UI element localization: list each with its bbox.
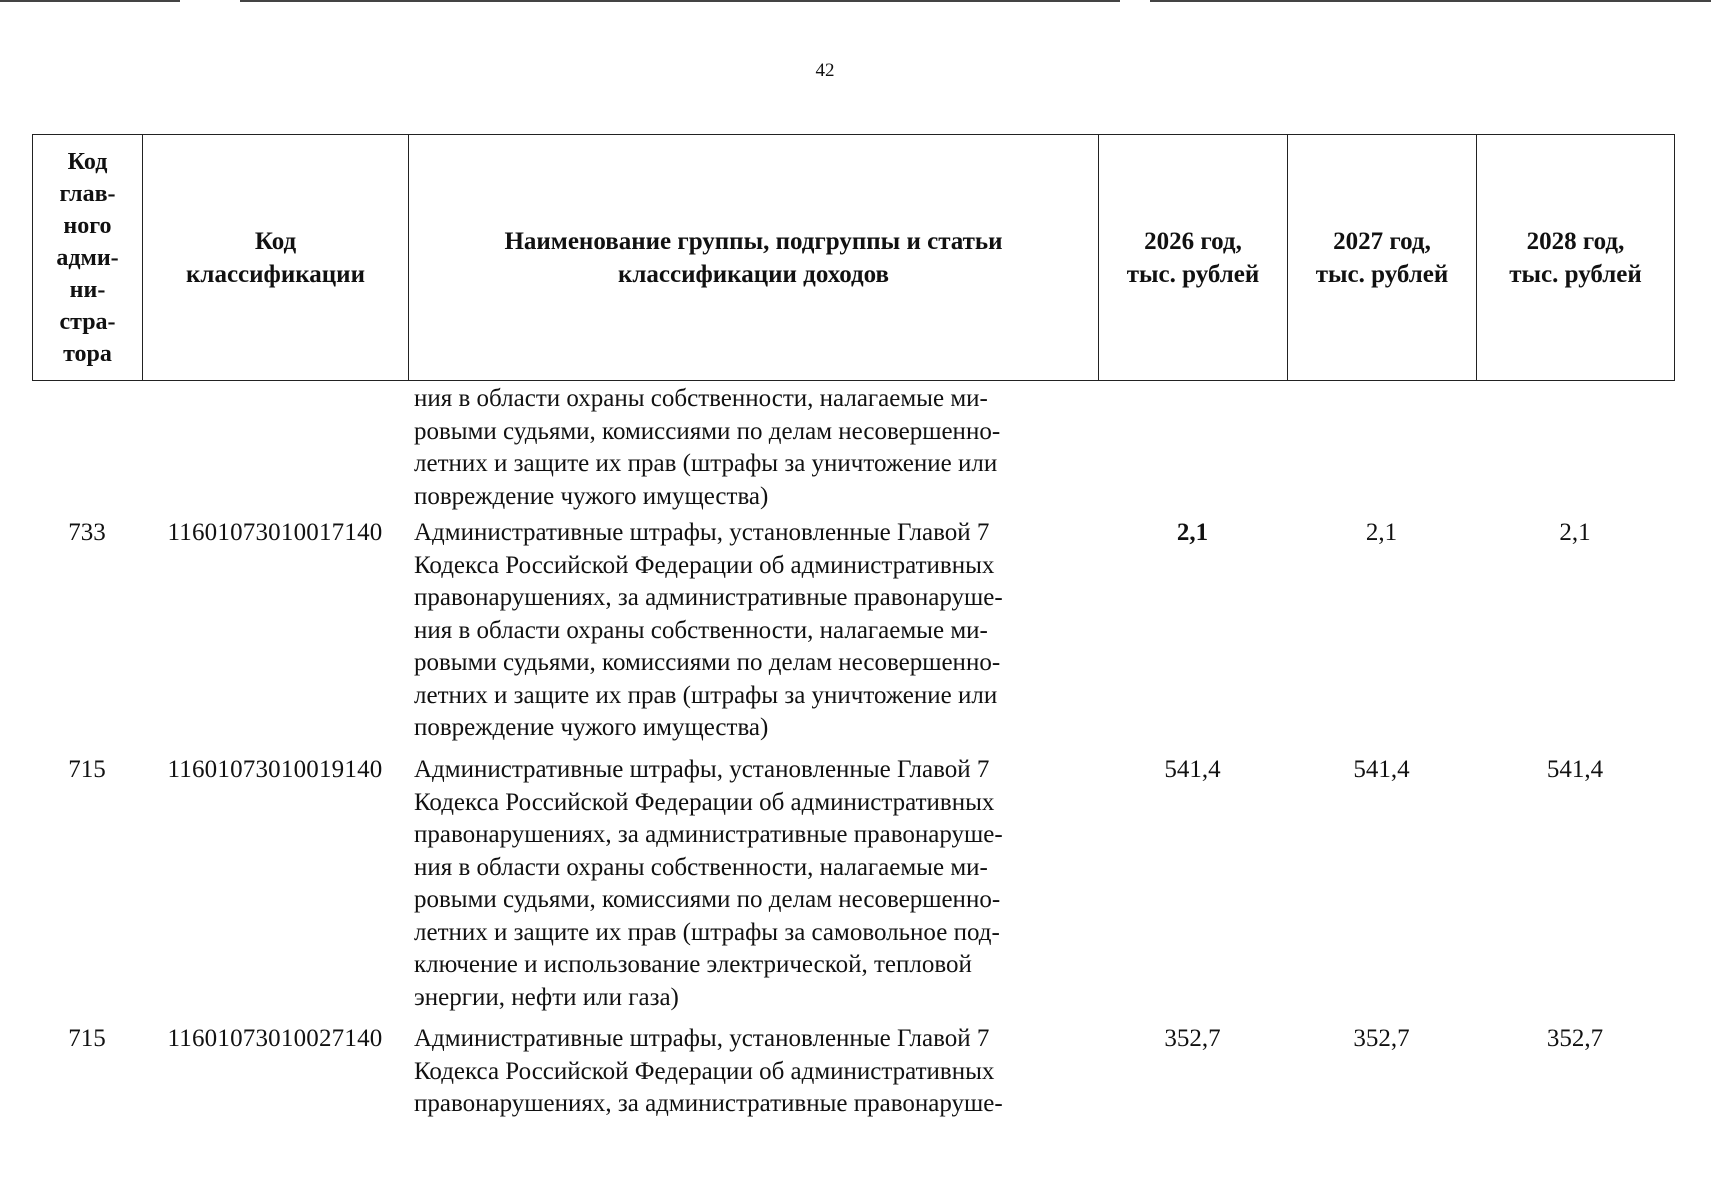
value-2026-cell: 2,1 xyxy=(1176,519,1209,546)
page-number: 42 xyxy=(815,60,835,81)
value-2028-cell: 541,4 xyxy=(1546,756,1604,783)
value-2027-cell: 2,1 xyxy=(1365,519,1398,546)
value-2026-cell: 352,7 xyxy=(1164,1025,1221,1052)
name-cell: Административные штрафы, установленные Главой 7 Кодекса Российской Федерации об административных правонарушениях, за административные правонаруше- xyxy=(414,1025,1003,1117)
scan-edge-gap xyxy=(180,0,240,2)
header-row xyxy=(33,135,1675,381)
table-row xyxy=(32,1023,1674,1123)
header-year-2028: 2028 год, тыс. рублей xyxy=(1477,135,1675,381)
scan-edge-gap xyxy=(1120,0,1150,2)
value-2028-cell: 2,1 xyxy=(1559,519,1591,546)
classification-code-cell: 11601073010027140 xyxy=(167,1025,383,1052)
name-cell: Административные штрафы, установленные Главой 7 Кодекса Российской Федерации об административных правонарушениях, за административные правонаруше- ния в области охраны собственности, налагаемые ми- ровыми судьями, комиссиями по делам несовершенно- летних и защите их прав (штрафы за уничтожение или повреждение чужого имущества) xyxy=(414,519,1003,741)
value-2028-cell: 352,7 xyxy=(1546,1025,1604,1052)
classification-code-cell: 11601073010017140 xyxy=(167,519,383,546)
admin-code-cell: 733 xyxy=(68,519,106,546)
name-cell: ния в области охраны собственности, налагаемые ми- ровыми судьями, комиссиями по делам несовершенно- летних и защите их прав (штрафы за уничтожение или повреждение чужого имущества) xyxy=(414,385,1001,510)
table-header xyxy=(32,134,1675,381)
admin-code-cell: 715 xyxy=(68,1025,106,1052)
value-2027-cell: 541,4 xyxy=(1353,756,1410,783)
scan-top-edge xyxy=(0,0,1711,2)
header-year-2027: 2027 год, тыс. рублей xyxy=(1288,135,1477,381)
table-row xyxy=(32,754,1674,1023)
classification-code-cell: 11601073010019140 xyxy=(167,756,383,783)
value-2027-cell: 352,7 xyxy=(1353,1025,1410,1052)
header-year-2026: 2026 год, тыс. рублей xyxy=(1099,135,1288,381)
header-classification-code: Код классификации xyxy=(143,135,409,381)
value-2026-cell: 541,4 xyxy=(1164,756,1221,783)
table-row xyxy=(32,517,1674,754)
admin-code-cell: 715 xyxy=(68,756,106,783)
table-row-continuation xyxy=(32,383,1674,513)
name-cell: Административные штрафы, установленные Главой 7 Кодекса Российской Федерации об административных правонарушениях, за административные правонаруше- ния в области охраны собственности, налагаемые ми- ровыми судьями, комиссиями по делам несовершенно- летних и защите их прав (штрафы за самовольное под- ключение и использование электрической, тепловой энергии, нефти или газа) xyxy=(414,756,1003,1011)
header-admin-code: Код глав- ного адми- ни- стра- тора xyxy=(33,135,143,381)
table-body xyxy=(32,383,1674,1123)
header-name: Наименование группы, подгруппы и статьи классификации доходов xyxy=(409,135,1099,381)
